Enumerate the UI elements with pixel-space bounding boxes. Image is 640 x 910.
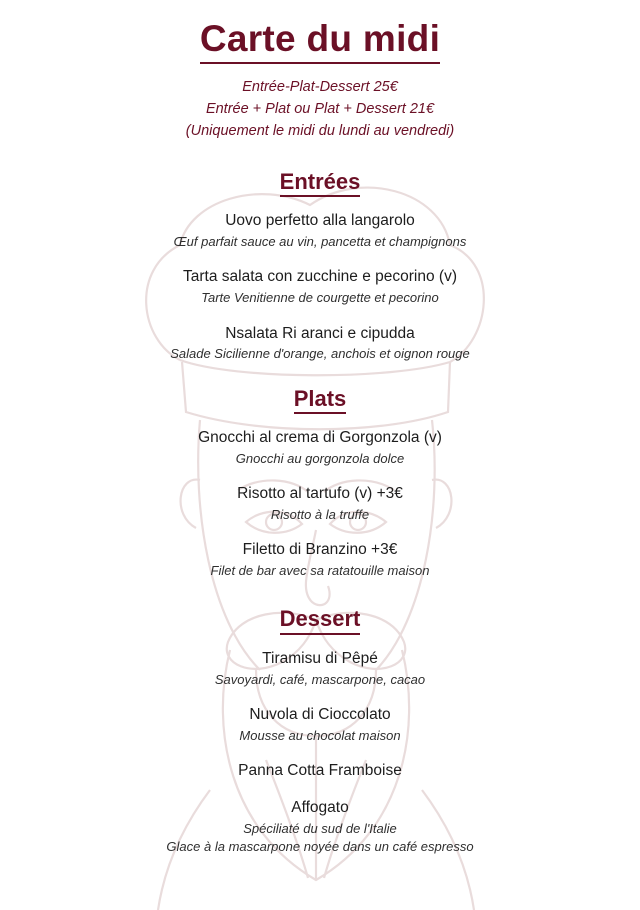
subtitle-line-2: Entrée + Plat ou Plat + Dessert 21€ bbox=[205, 101, 435, 118]
section-heading-entrees: Entrées bbox=[280, 169, 361, 197]
item-description: Salade Sicilienne d'orange, anchois et oignon rouge bbox=[170, 346, 470, 362]
item-name: Risotto al tartufo (v) +3€ bbox=[237, 485, 403, 503]
list-item bbox=[40, 540, 600, 580]
entrees-item-list bbox=[40, 211, 600, 363]
list-item bbox=[40, 324, 600, 364]
item-name: Tarta salata con zucchine e pecorino (v) bbox=[183, 268, 457, 286]
list-item bbox=[40, 649, 600, 689]
item-description: Gnocchi au gorgonzola dolce bbox=[235, 450, 405, 466]
list-item bbox=[40, 428, 600, 468]
list-item bbox=[40, 798, 600, 856]
item-description: Savoyardi, café, mascarpone, cacao bbox=[214, 671, 426, 687]
list-item bbox=[40, 761, 600, 782]
item-name: Panna Cotta Framboise bbox=[238, 762, 402, 779]
item-description: Mousse au chocolat maison bbox=[239, 727, 401, 743]
section-dessert bbox=[40, 606, 600, 856]
item-name: Nsalata Ri aranci e cipudda bbox=[225, 324, 415, 342]
section-entrees bbox=[40, 169, 600, 364]
item-name: Affogato bbox=[291, 798, 349, 816]
subtitle-line-3: (Uniquement le midi du lundi au vendredi) bbox=[185, 123, 455, 140]
list-item bbox=[40, 705, 600, 745]
item-name: Uovo perfetto alla langarolo bbox=[225, 212, 415, 230]
price-subtitle bbox=[40, 76, 600, 143]
item-name: Tiramisu di Pêpé bbox=[262, 649, 378, 667]
item-description: Risotto à la truffe bbox=[270, 507, 370, 523]
plats-item-list bbox=[40, 428, 600, 580]
page-title: Carte du midi bbox=[200, 18, 440, 64]
item-description: Spéciliaté du sud de l'Italie bbox=[243, 820, 397, 836]
bottom-spacer bbox=[40, 856, 600, 874]
dessert-item-list bbox=[40, 649, 600, 856]
list-item bbox=[40, 484, 600, 524]
section-heading-dessert: Dessert bbox=[280, 606, 361, 634]
subtitle-line-1: Entrée-Plat-Dessert 25€ bbox=[242, 78, 398, 95]
item-description-secondary: Glace à la mascarpone noyée dans un café espresso bbox=[166, 839, 474, 855]
list-item bbox=[40, 211, 600, 251]
section-plats bbox=[40, 386, 600, 581]
section-heading-plats: Plats bbox=[294, 386, 347, 414]
item-name: Nuvola di Cioccolato bbox=[249, 705, 391, 723]
item-name: Gnocchi al crema di Gorgonzola (v) bbox=[198, 429, 442, 447]
item-name: Filetto di Branzino +3€ bbox=[242, 541, 398, 559]
item-description: Tarte Venitienne de courgette et pecorino bbox=[201, 290, 439, 306]
list-item bbox=[40, 267, 600, 307]
item-description: Œuf parfait sauce au vin, pancetta et champignons bbox=[173, 234, 467, 250]
item-description: Filet de bar avec sa ratatouille maison bbox=[210, 563, 430, 579]
